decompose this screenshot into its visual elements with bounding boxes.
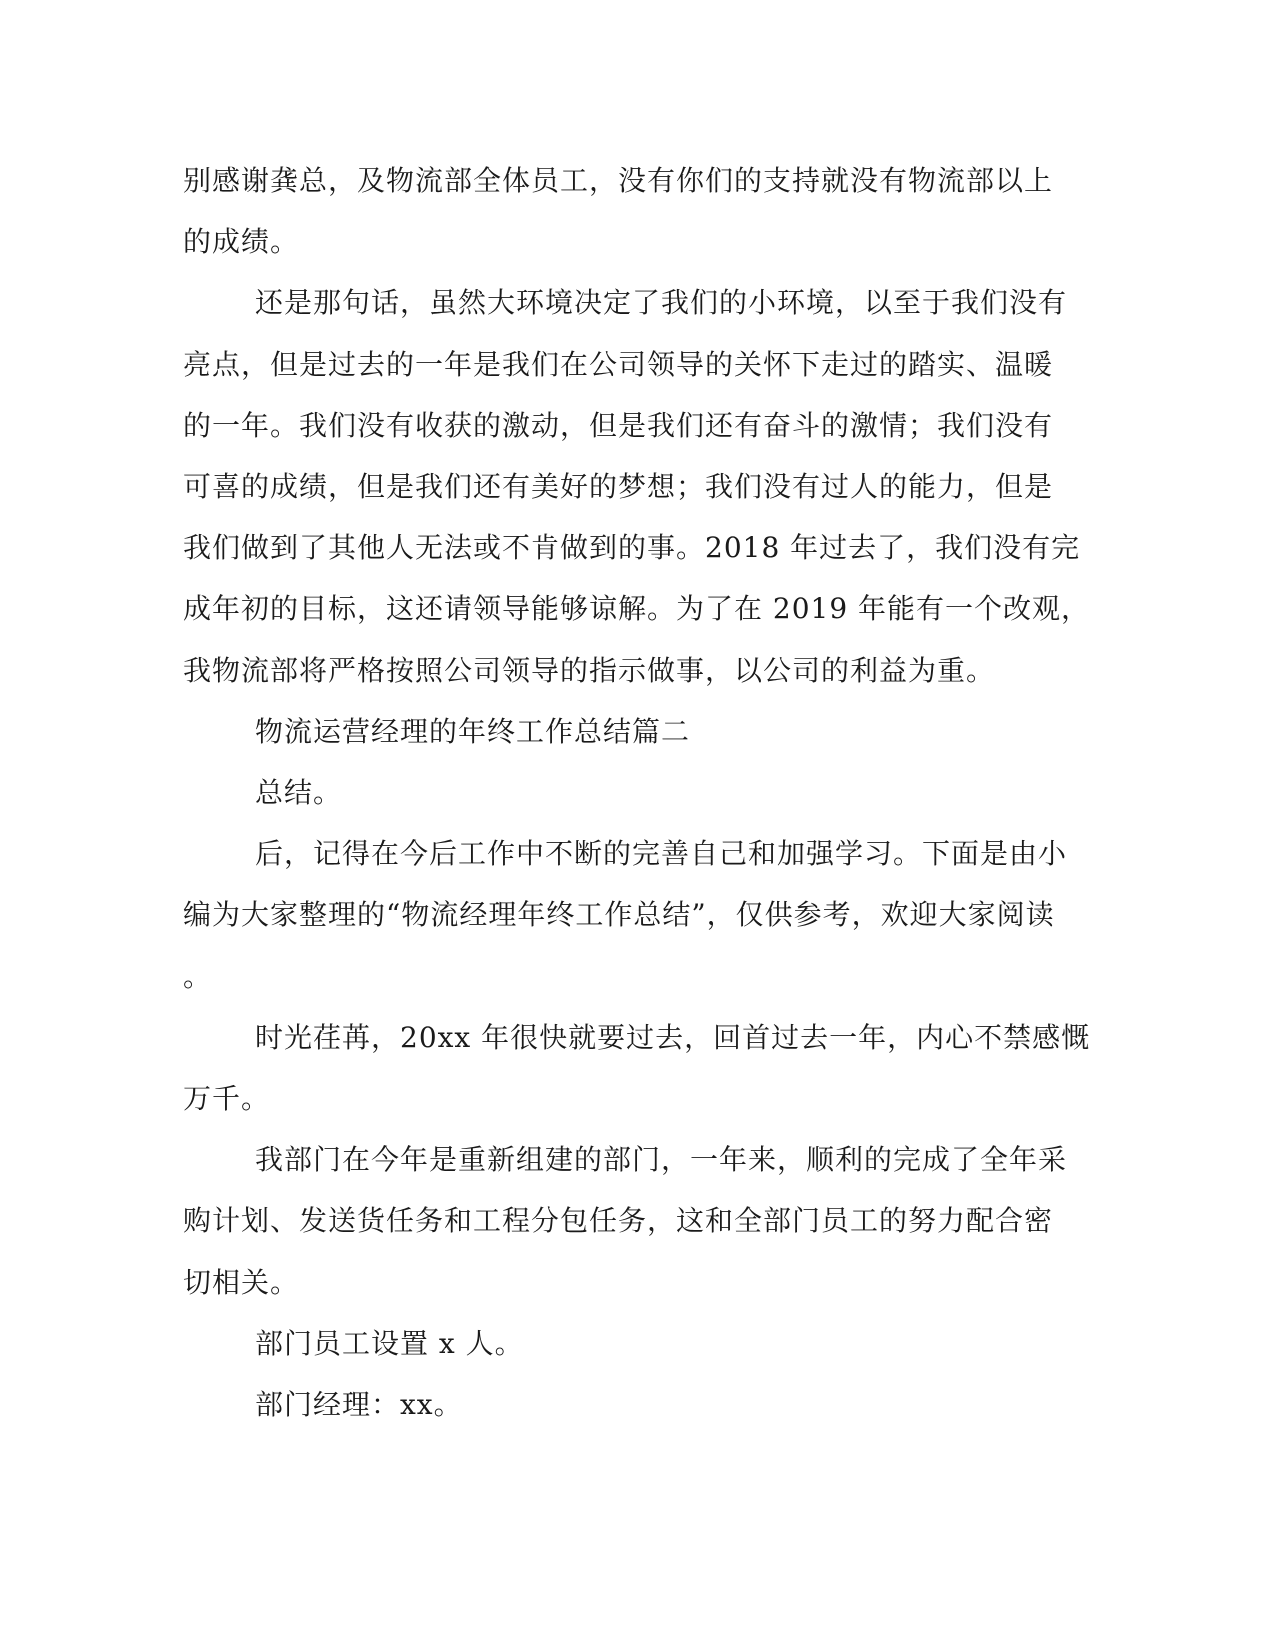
paragraph-manager — [183, 1374, 1043, 1435]
text-line: 成年初的目标，这还请领导能够谅解。为了在 2019 年能有一个改观， — [183, 592, 1091, 626]
text-line: 亮点，但是过去的一年是我们在公司领导的关怀下走过的踏实、温暖 — [183, 347, 1054, 381]
text-line: 我们做到了其他人无法或不肯做到的事。2018 年过去了，我们没有完 — [183, 531, 1081, 565]
text-line: 购计划、发送货任务和工程分包任务，这和全部门员工的努力配合密 — [183, 1204, 1054, 1238]
document-body — [183, 150, 1091, 1435]
text-line: 的一年。我们没有收获的激动，但是我们还有奋斗的激情；我们没有 — [183, 408, 1054, 442]
text-line: 万千。 — [183, 1082, 271, 1116]
text-line: 编为大家整理的“物流经理年终工作总结”，仅供参考，欢迎大家阅读 — [183, 898, 1055, 932]
paragraph-thanks — [183, 150, 1054, 272]
text-line: 总结。 — [255, 776, 343, 810]
text-line: 。 — [183, 959, 213, 993]
text-line: 可喜的成绩，但是我们还有美好的梦想；我们没有过人的能力，但是 — [183, 470, 1054, 504]
text-line: 的成绩。 — [183, 225, 300, 259]
text-line: 切相关。 — [183, 1265, 300, 1299]
paragraph-staff-count — [183, 1313, 1043, 1374]
section-heading — [183, 701, 1043, 762]
paragraph-department — [183, 1129, 1068, 1313]
paragraph-reflection — [183, 272, 1091, 700]
text-line: 我部门在今年是重新组建的部门，一年来，顺利的完成了全年采 — [255, 1143, 1068, 1177]
paragraph-time — [183, 1007, 1091, 1129]
text-line: 物流运营经理的年终工作总结篇二 — [255, 714, 691, 748]
paragraph-summary-label — [183, 762, 1043, 823]
text-line: 我物流部将严格按照公司领导的指示做事，以公司的利益为重。 — [183, 653, 996, 687]
text-line: 别感谢龚总，及物流部全体员工，没有你们的支持就没有物流部以上 — [183, 164, 1054, 197]
text-line: 部门员工设置 x 人。 — [255, 1326, 524, 1360]
text-line: 后，记得在今后工作中不断的完善自己和加强学习。下面是由小 — [255, 837, 1068, 871]
paragraph-intro — [183, 823, 1068, 1007]
text-line: 部门经理：xx。 — [255, 1388, 463, 1422]
text-line: 还是那句话，虽然大环境决定了我们的小环境，以至于我们没有 — [255, 286, 1068, 320]
text-line: 时光荏苒，20xx 年很快就要过去，回首过去一年，内心不禁感慨 — [255, 1020, 1091, 1054]
